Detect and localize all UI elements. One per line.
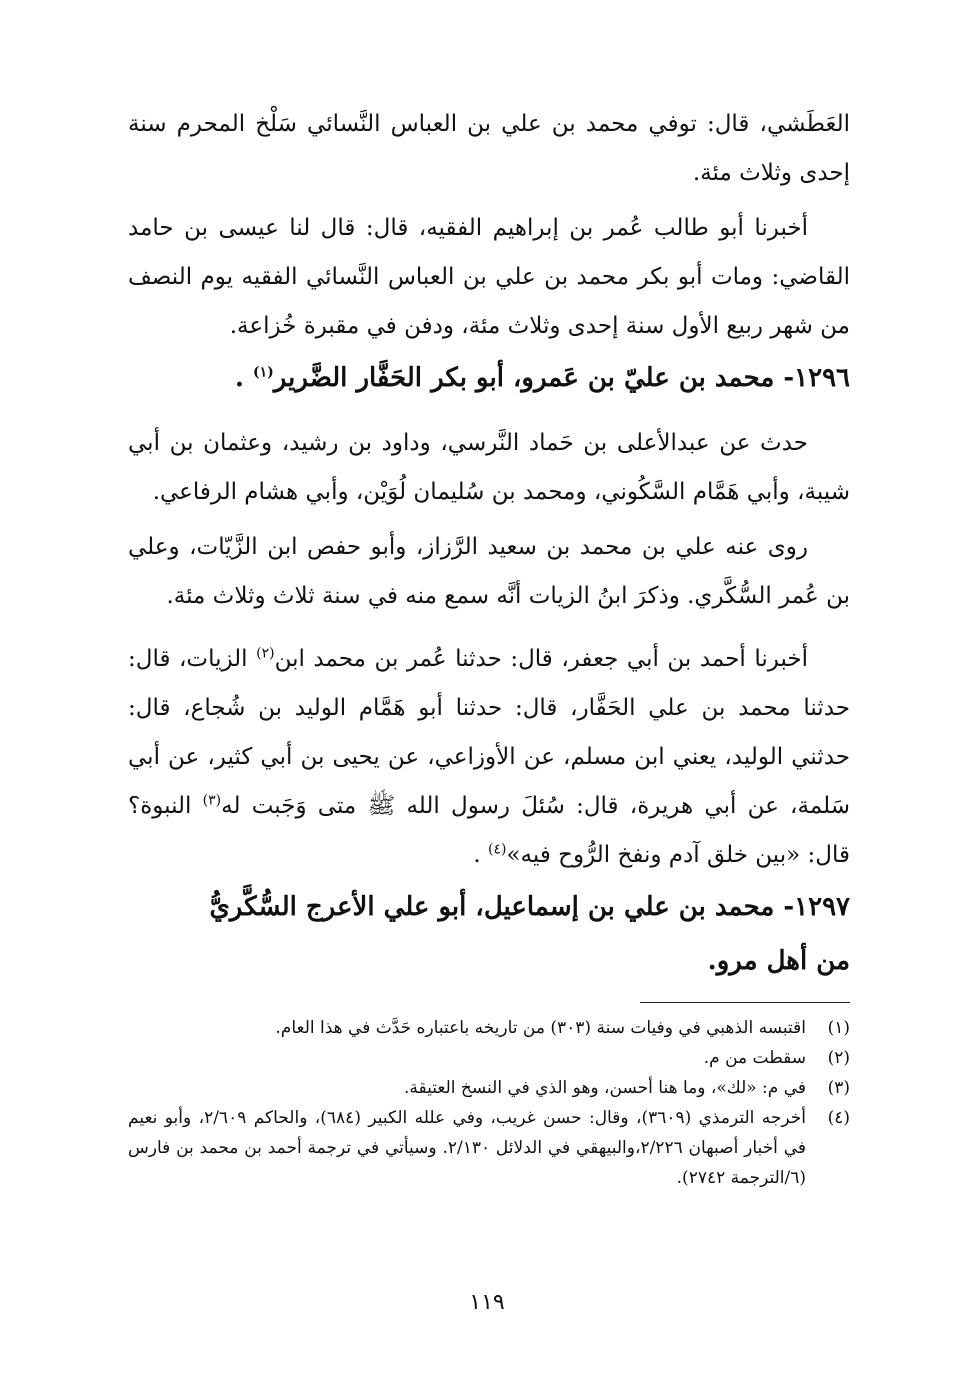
p5-text-c: النبوة؟ قال: «بين خلق آدم ونفخ الرُّوح فيه» xyxy=(128,793,850,868)
p5-end: . xyxy=(473,842,481,868)
paragraph-1: العَطَشي، قال: توفي محمد بن علي بن العباس النَّسائي سَلْخ المحرم سنة إحدى وثلاث مئة. xyxy=(128,111,850,186)
footnote-number: (١) xyxy=(827,1018,850,1038)
footnote-text: اقتبسه الذهبي في وفيات سنة (٣٠٣) من تاريخه باعتباره حَدَّث في هذا العام. xyxy=(275,1018,806,1038)
entry-number: ١٢٩٧- xyxy=(783,892,850,922)
footnote-number: (٤) xyxy=(827,1108,850,1128)
entry-title: محمد بن عليّ بن عَمرو، أبو بكر الحَفَّار الضَّرير xyxy=(273,363,775,393)
entry-heading-1297 xyxy=(128,880,850,934)
paragraph-4: روى عنه علي بن محمد بن سعيد الرَّزاز، وأبو حفص ابن الزَّيّات، وعلي بن عُمر السُّكَّري. وذكرَ ابنُ الزيات أنَّه سمع منه في سنة ثلاث وثلاث مئة. xyxy=(128,534,850,609)
page-number: ١١٩ xyxy=(469,1290,505,1315)
footnote-ref: (٢) xyxy=(256,645,275,662)
footnote-text: أخرجه الترمذي (٣٦٠٩)، وقال: حسن غريب، وفي علله الكبير (٦٨٤)، والحاكم ٢/٦٠٩، وأبو نعيم في أخبار أصبهان ٢/٢٢٦،والبيهقي في الدلائل ٢/١٣٠. وسيأتي في ترجمة أحمد بن محمد بن فارس (٦/الترجمة ٢٧٤٢). xyxy=(128,1108,806,1188)
footnote-2 xyxy=(128,1043,850,1073)
paragraph-5 xyxy=(128,635,850,880)
page-body xyxy=(128,100,850,1193)
footnote-text: في م: «لك»، وما هنا أحسن، وهو الذي في النسخ العتيقة. xyxy=(403,1078,806,1098)
footnote-separator xyxy=(640,1002,850,1003)
entry-number: ١٢٩٦- xyxy=(783,363,850,393)
paragraph-3: حدث عن عبدالأعلى بن حَماد النَّرسي، وداود بن رشيد، وعثمان بن أبي شيبة، وأبي هَمَّام السَّكُوني، ومحمد بن سُليمان لُوَيْن، وأبي هشام الرفاعي. xyxy=(128,430,850,505)
footnote-3 xyxy=(128,1073,850,1103)
paragraph-2: أخبرنا أبو طالب عُمر بن إبراهيم الفقيه، قال: قال لنا عيسى بن حامد القاضي: ومات أبو بكر محمد بن علي بن العباس النَّسائي الفقيه يوم النصف من شهر ربيع الأول سنة إحدى وثلاث مئة، ودفن في مقبرة خُزاعة. xyxy=(128,215,850,339)
paragraph-6: من أهل مرو. xyxy=(707,946,850,976)
footnote-number: (٢) xyxy=(827,1048,850,1068)
footnote-ref: (٣) xyxy=(202,792,222,809)
footnote-ref: (٤) xyxy=(488,841,507,858)
footnote-1 xyxy=(128,1013,850,1043)
entry-title: محمد بن علي بن إسماعيل، أبو علي الأعرج السُّكَّريُّ xyxy=(209,892,775,922)
footnotes xyxy=(128,1013,850,1193)
entry-heading-1296 xyxy=(128,351,850,405)
footnote-number: (٣) xyxy=(827,1078,850,1098)
p5-text-b: الزيات، قال: حدثنا محمد بن علي الحَفَّار، قال: حدثنا أبو هَمَّام الوليد بن شُجاع، قال: حدثني الوليد، يعني ابن مسلم، عن الأوزاعي، عن يحيى بن أبي كثير، عن أبي سَلمة، عن أبي هريرة، قال: سُئلَ رسول الله ﷺ متى وَجَبت له xyxy=(128,646,850,819)
p5-text-a: أخبرنا أحمد بن أبي جعفر، قال: حدثنا عُمر بن محمد ابن xyxy=(274,646,808,672)
footnote-4 xyxy=(128,1103,850,1193)
footnote-ref: (١) xyxy=(253,364,274,381)
entry-end: . xyxy=(234,363,244,393)
footnote-text: سقطت من م. xyxy=(703,1048,806,1068)
